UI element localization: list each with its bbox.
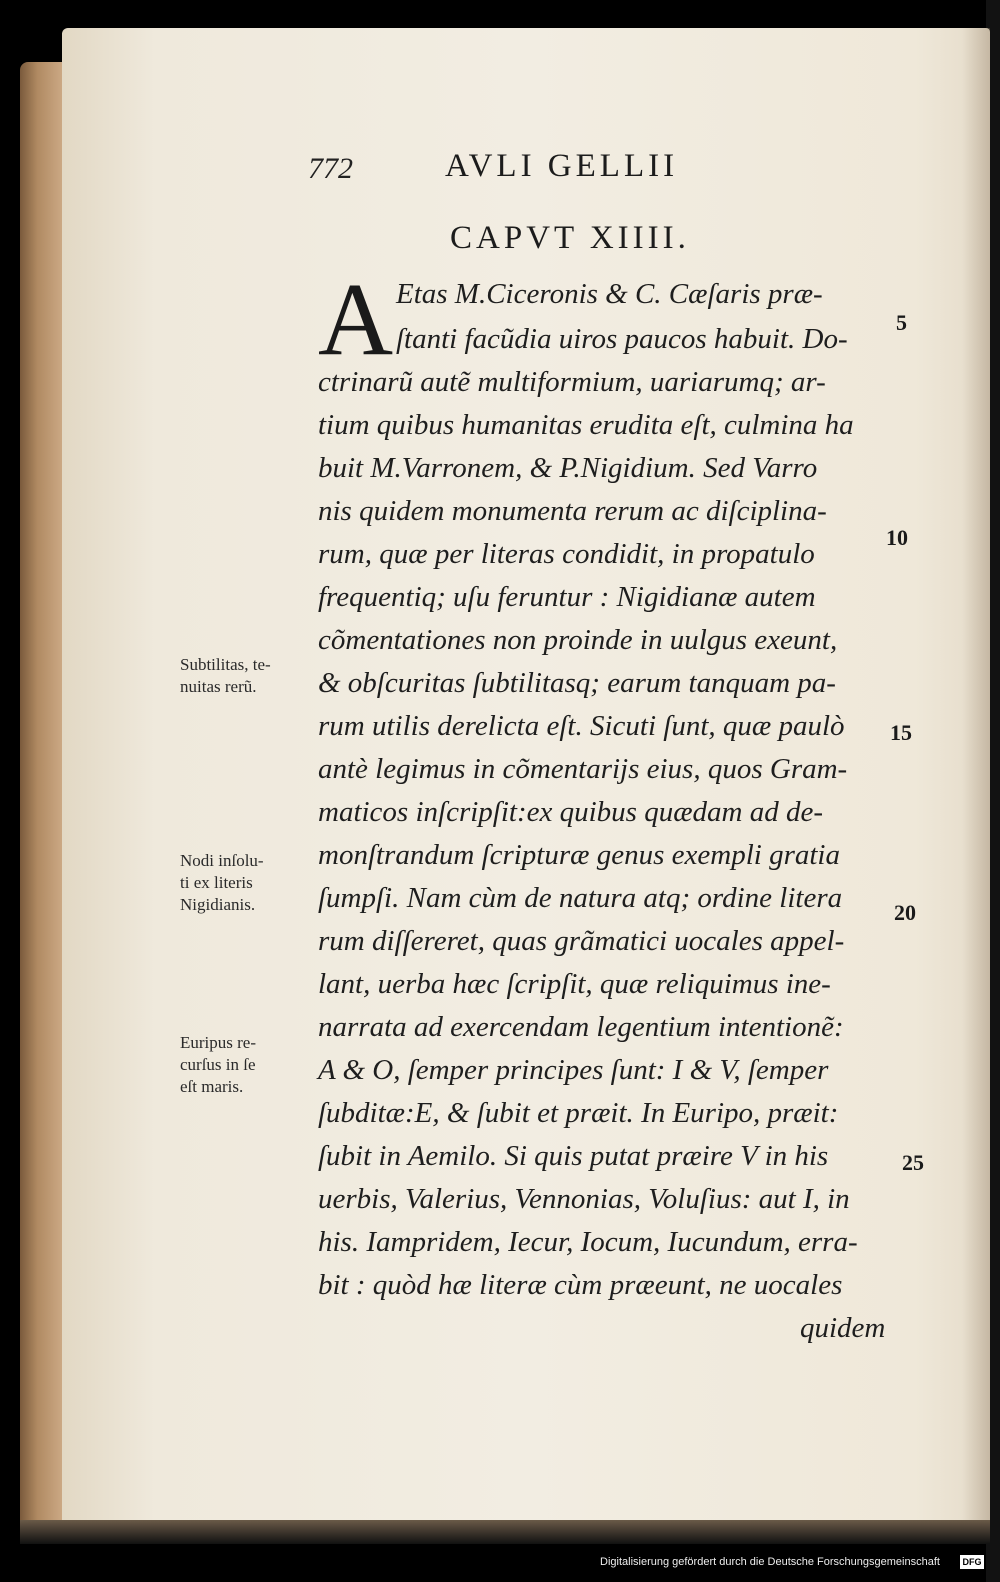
marginal-note <box>180 1032 256 1098</box>
marginal-note-line: eſt maris. <box>180 1077 244 1096</box>
marginal-note-line: Nigidianis. <box>180 895 256 914</box>
text-line: lant, uerba hæc ſcripſit, quæ reliquimus ine- <box>318 968 831 1000</box>
text-line: & obſcuritas ſubtilitasq; earum tanquam pa- <box>318 667 836 699</box>
text-line: ſumpſi. Nam cùm de natura atq; ordine litera <box>318 882 843 914</box>
text-line: his. Iampridem, Iecur, Iocum, Iucundum, erra- <box>318 1226 858 1258</box>
text-line: frequentiq; uſu feruntur : Nigidianæ autem <box>318 581 816 613</box>
text-line: rum diſſereret, quas grãmatici uocales appel- <box>318 925 845 957</box>
text-line: buit M.Varronem, & P.Nigidium. Sed Varro <box>318 452 818 484</box>
text-line: ſtanti facũdia uiros paucos habuit. Do- <box>396 323 848 355</box>
text-line: bit : quòd hæ literæ cùm præeunt, ne uocales <box>318 1269 843 1301</box>
line-number: 5 <box>896 310 907 335</box>
marginal-note-line: Euripus re- <box>180 1033 257 1052</box>
text-line: tium quibus humanitas erudita eſt, culmina ha <box>318 409 854 441</box>
marginal-note-line: Nodi inſolu- <box>180 851 264 870</box>
marginal-note-line: Subtilitas, te- <box>180 655 271 674</box>
text-line: monſtrandum ſcripturæ genus exempli gratia <box>318 839 840 871</box>
marginal-note <box>180 654 271 698</box>
running-title: AVLI GELLII <box>445 148 679 184</box>
text-line: rum utilis derelicta eſt. Sicuti ſunt, quæ paulò <box>318 710 845 742</box>
text-line: A & O, ſemper principes ſunt: I & V, ſemper <box>318 1054 829 1086</box>
text-line: narrata ad exercendam legentium intentionẽ: <box>318 1011 844 1043</box>
catchword: quidem <box>800 1312 886 1344</box>
marginal-note-line: ti ex literis <box>180 873 253 892</box>
drop-cap: A <box>318 262 394 377</box>
digitization-credit: Digitalisierung gefördert durch die Deutsche Forschungsgemeinschaft <box>600 1556 940 1568</box>
marginal-note-line: nuitas rerũ. <box>180 677 257 696</box>
page-number: 772 <box>308 152 353 185</box>
chapter-title: CAPVT XIIII. <box>450 220 690 256</box>
text-line: uerbis, Valerius, Vennonias, Voluſius: aut I, in <box>318 1183 850 1215</box>
text-line: Etas M.Ciceronis & C. Cæſaris præ- <box>396 278 823 310</box>
dfg-logo: DFG <box>960 1555 984 1569</box>
running-head <box>300 148 740 192</box>
line-number: 10 <box>886 525 908 550</box>
text-line: antè legimus in cõmentarijs eius, quos Gram- <box>318 753 848 785</box>
text-line: ſubditæ:E, & ſubit et præit. In Euripo, præit: <box>318 1097 839 1129</box>
marginal-note <box>180 850 264 916</box>
line-number: 25 <box>902 1150 924 1175</box>
text-line: rum, quæ per literas condidit, in propatulo <box>318 538 815 570</box>
page-bottom-shadow <box>20 1520 990 1544</box>
text-line: maticos inſcripſit:ex quibus quædam ad de- <box>318 796 824 828</box>
text-line: nis quidem monumenta rerum ac diſciplina- <box>318 495 827 527</box>
marginal-note-line: curſus in ſe <box>180 1055 256 1074</box>
text-line: ctrinarũ autẽ multiformium, uariarumq; ar- <box>318 366 826 398</box>
text-line: cõmentationes non proinde in uulgus exeunt, <box>318 624 838 656</box>
text-line: ſubit in Aemilo. Si quis putat præire V in his <box>318 1140 829 1172</box>
line-number: 15 <box>890 720 912 745</box>
line-number: 20 <box>894 900 916 925</box>
